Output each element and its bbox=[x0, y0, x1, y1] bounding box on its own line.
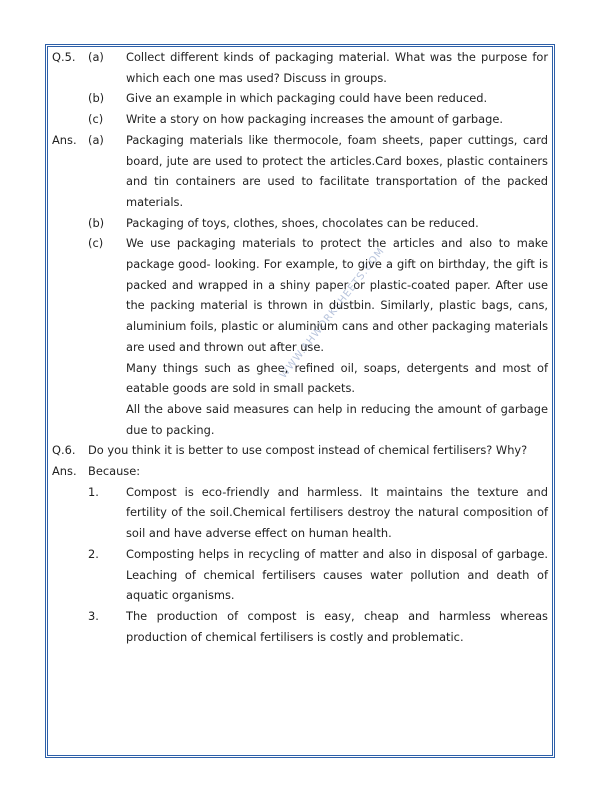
ans5-b-label: (b) bbox=[88, 215, 105, 230]
q6-question bbox=[52, 440, 548, 461]
q6-number: Q.6. bbox=[52, 443, 76, 458]
q5-c-text: Write a story on how packaging increases the amount of garbage. bbox=[126, 112, 503, 127]
ans6-point-1-text: Compost is eco-friendly and harmless. It maintains the texture and fertility of the soil.Chemical fertilisers destroy the natural composition of soil and have adverse effect on human health. bbox=[126, 484, 548, 541]
ans6-point-3-number: 3. bbox=[88, 608, 99, 623]
ans6-point-1-number: 1. bbox=[88, 484, 99, 499]
q5-a-text: Collect different kinds of packaging material. What was the purpose for which each one mas used? Discuss in groups. bbox=[126, 50, 548, 85]
q5-part-a bbox=[52, 47, 548, 88]
q5-b-label: (b) bbox=[88, 91, 105, 106]
q5-number: Q.5. bbox=[52, 50, 76, 64]
ans5-c-label: (c) bbox=[88, 236, 104, 251]
ans5-c-paragraph-3: All the above said measures can help in reducing the amount of garbage due to packing. bbox=[126, 401, 548, 437]
ans5-part-c bbox=[52, 233, 548, 357]
ans6-label: Ans. bbox=[52, 464, 77, 479]
ans6-point-3 bbox=[52, 606, 548, 647]
ans5-c-text: We use packaging materials to protect the articles and also to make package good- looking. For example, to give a gift on birthday, the gift is packed and wrapped in a shiny paper or plastic-coated paper. After use the packing material is thrown in dustbin. Similarly, plastic bags, cans, aluminium foils, plastic or aluminium cans and other packaging materials are used and thrown out after use. bbox=[126, 236, 548, 354]
q5-part-c bbox=[52, 109, 548, 130]
q5-part-b bbox=[52, 88, 548, 109]
ans6-point-1 bbox=[52, 482, 548, 544]
ans5-label: Ans. bbox=[52, 132, 77, 147]
ans6-point-3-text: The production of compost is easy, cheap and harmless whereas production of chemical fertilisers is costly and problematic. bbox=[126, 608, 548, 644]
ans5-b-text: Packaging of toys, clothes, shoes, chocolates can be reduced. bbox=[126, 215, 479, 230]
ans6-point-2-text: Composting helps in recycling of matter and also in disposal of garbage. Leaching of chemical fertilisers causes water pollution and death of aquatic organisms. bbox=[126, 546, 548, 603]
watermark-text: WWW.AHWORKSHEETS.COM bbox=[278, 245, 387, 381]
ans6-point-2-number: 2. bbox=[88, 546, 99, 561]
ans6-intro bbox=[52, 461, 548, 482]
q5-c-label: (c) bbox=[88, 112, 104, 127]
ans6-point-2 bbox=[52, 544, 548, 606]
q5-b-text: Give an example in which packaging could have been reduced. bbox=[126, 91, 488, 106]
ans5-part-a bbox=[52, 130, 548, 213]
ans5-a-label: (a) bbox=[88, 132, 104, 147]
worksheet-content bbox=[52, 47, 548, 647]
ans6-intro-text: Because: bbox=[88, 464, 141, 479]
ans5-part-b bbox=[52, 213, 548, 234]
ans5-a-text: Packaging materials like thermocole, foam sheets, paper cuttings, card board, jute are used to protect the articles.Card boxes, plastic containers and tin containers are used to facilitate transportation of the packed materials. bbox=[126, 132, 548, 209]
ans5-c-paragraph-2: Many things such as ghee, refined oil, soaps, detergents and most of eatable goods are sold in small packets. bbox=[126, 360, 548, 396]
q5-a-label: (a) bbox=[88, 50, 104, 64]
q6-text: Do you think it is better to use compost instead of chemical fertilisers? Why? bbox=[88, 443, 528, 458]
